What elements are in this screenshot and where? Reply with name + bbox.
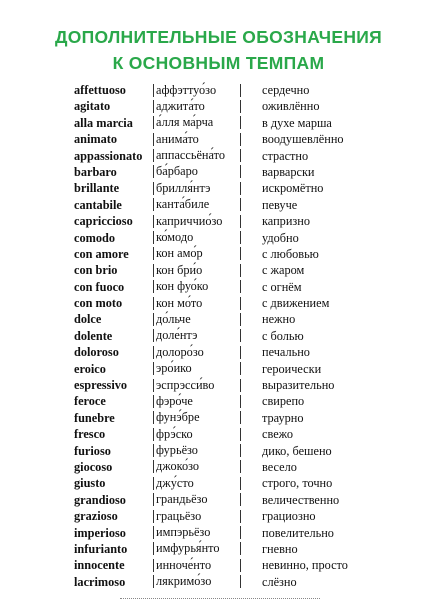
table-row: [0, 148, 437, 164]
table-row: [0, 525, 437, 541]
table-row: [0, 311, 437, 327]
term-meaning: оживлённо: [262, 99, 320, 114]
term-pronunciation: инноче́нто: [153, 559, 241, 572]
term-meaning: удобно: [262, 230, 299, 245]
term-italian: con amore: [74, 246, 129, 261]
term-pronunciation: аппассьёна́то: [153, 149, 241, 162]
term-pronunciation: эро́ико: [153, 362, 241, 375]
term-italian: con fuoco: [74, 279, 125, 294]
term-meaning: слёзно: [262, 574, 297, 589]
term-pronunciation: каприччио́зо: [153, 215, 241, 228]
term-pronunciation: лякримо́зо: [153, 575, 241, 588]
term-meaning: с жаром: [262, 263, 305, 278]
term-italian: con brio: [74, 263, 118, 278]
table-row: [0, 180, 437, 196]
term-italian: grazioso: [74, 509, 118, 524]
term-pronunciation: джоко́зо: [153, 460, 241, 473]
term-pronunciation: ба́рбаро: [153, 165, 241, 178]
term-meaning: героически: [262, 361, 322, 376]
term-meaning: в духе марша: [262, 115, 332, 130]
table-row: [0, 410, 437, 426]
term-italian: appassionato: [74, 148, 143, 163]
term-meaning: дико, бешено: [262, 443, 332, 458]
term-meaning: грациозно: [262, 509, 316, 524]
term-italian: giusto: [74, 476, 106, 491]
term-meaning: с движением: [262, 296, 330, 311]
term-pronunciation: канта́биле: [153, 198, 241, 211]
term-meaning: свирепо: [262, 394, 305, 409]
term-meaning: искромётно: [262, 181, 324, 196]
terms-table: [0, 82, 437, 590]
table-row: [0, 197, 437, 213]
table-row: [0, 131, 437, 147]
term-meaning: сердечно: [262, 83, 310, 97]
table-row: [0, 82, 437, 98]
term-pronunciation: фурьёзо: [153, 444, 241, 457]
term-meaning: с огнём: [262, 279, 302, 294]
term-italian: fresco: [74, 427, 106, 442]
term-italian: cantabile: [74, 197, 122, 212]
term-meaning: с любовью: [262, 246, 319, 261]
term-italian: espressivo: [74, 378, 128, 393]
table-row: [0, 574, 437, 590]
table-row: [0, 361, 437, 377]
table-row: [0, 344, 437, 360]
term-italian: barbaro: [74, 164, 117, 179]
term-italian: furioso: [74, 443, 111, 458]
term-meaning: певуче: [262, 197, 298, 212]
term-meaning: воодушевлённо: [262, 132, 344, 147]
term-meaning: величественно: [262, 492, 340, 507]
table-row: [0, 541, 437, 557]
table-row: [0, 508, 437, 524]
term-pronunciation: ко́модо: [153, 231, 241, 244]
term-italian: capriccioso: [74, 214, 133, 229]
page-title-line-1: ДОПОЛНИТЕЛЬНЫЕ ОБОЗНАЧЕНИЯ: [54, 27, 383, 47]
table-row: [0, 262, 437, 278]
term-meaning: повелительно: [262, 525, 334, 540]
term-pronunciation: до́льче: [153, 313, 241, 326]
term-italian: affettuoso: [74, 83, 126, 97]
term-pronunciation: кон амо́р: [153, 247, 241, 260]
term-pronunciation: эспрэсси́во: [153, 379, 241, 392]
term-meaning: невинно, просто: [262, 558, 348, 573]
term-meaning: выразительно: [262, 378, 335, 393]
table-row: [0, 377, 437, 393]
term-italian: doloroso: [74, 345, 119, 360]
term-meaning: гневно: [262, 541, 298, 556]
term-pronunciation: фунэ́бре: [153, 411, 241, 424]
term-italian: funebre: [74, 410, 115, 425]
term-italian: con moto: [74, 296, 123, 311]
term-italian: comodo: [74, 230, 115, 245]
table-row: [0, 279, 437, 295]
term-italian: feroce: [74, 394, 106, 409]
table-row: [0, 426, 437, 442]
term-meaning: строго, точно: [262, 476, 333, 491]
table-row: [0, 295, 437, 311]
term-pronunciation: анима́то: [153, 133, 241, 146]
term-italian: eroico: [74, 361, 106, 376]
term-italian: innocente: [74, 558, 125, 573]
term-italian: lacrimoso: [74, 574, 126, 589]
term-italian: dolente: [74, 328, 113, 343]
term-italian: imperioso: [74, 525, 126, 540]
term-pronunciation: грацьёзо: [153, 510, 241, 523]
term-meaning: весело: [262, 459, 297, 474]
table-row: [0, 115, 437, 131]
term-pronunciation: доле́нтэ: [153, 329, 241, 342]
term-pronunciation: фэро́че: [153, 395, 241, 408]
term-meaning: с болью: [262, 328, 304, 343]
table-row: [0, 328, 437, 344]
term-meaning: свежо: [262, 427, 293, 442]
table-row: [0, 246, 437, 262]
table-row: [0, 475, 437, 491]
table-row: [0, 164, 437, 180]
term-pronunciation: долоро́зо: [153, 346, 241, 359]
term-pronunciation: грандьёзо: [153, 493, 241, 506]
term-meaning: страстно: [262, 148, 309, 163]
term-pronunciation: фрэ́ско: [153, 428, 241, 441]
term-italian: dolce: [74, 312, 102, 327]
table-row: [0, 443, 437, 459]
table-row: [0, 213, 437, 229]
term-pronunciation: кон фуо́ко: [153, 280, 241, 293]
term-italian: brillante: [74, 181, 120, 196]
term-italian: animato: [74, 132, 118, 147]
table-row: [0, 393, 437, 409]
table-row: [0, 230, 437, 246]
term-italian: grandioso: [74, 492, 126, 507]
term-pronunciation: а́лля ма́рча: [153, 116, 241, 129]
term-italian: agitato: [74, 99, 111, 114]
term-pronunciation: аджита́то: [153, 100, 241, 113]
term-italian: giocoso: [74, 459, 113, 474]
term-pronunciation: имфурья́нто: [153, 542, 241, 555]
table-row: [0, 459, 437, 475]
term-meaning: варварски: [262, 164, 315, 179]
term-meaning: нежно: [262, 312, 296, 327]
term-pronunciation: аффэттуо́зо: [153, 84, 241, 97]
page-title-line-2: К ОСНОВНЫМ ТЕМПАМ: [112, 53, 325, 73]
cut-off-line: [120, 598, 320, 602]
term-meaning: капризно: [262, 214, 310, 229]
table-row: [0, 557, 437, 573]
term-pronunciation: импэрьёзо: [153, 526, 241, 539]
term-pronunciation: кон бри́о: [153, 264, 241, 277]
table-row: [0, 492, 437, 508]
term-pronunciation: кон мо́то: [153, 297, 241, 310]
term-pronunciation: джу́сто: [153, 477, 241, 490]
table-row: [0, 98, 437, 114]
term-meaning: траурно: [262, 410, 304, 425]
term-meaning: печально: [262, 345, 310, 360]
term-italian: alla marcia: [74, 115, 133, 130]
term-pronunciation: брилля́нтэ: [153, 182, 241, 195]
term-italian: infurianto: [74, 541, 128, 556]
